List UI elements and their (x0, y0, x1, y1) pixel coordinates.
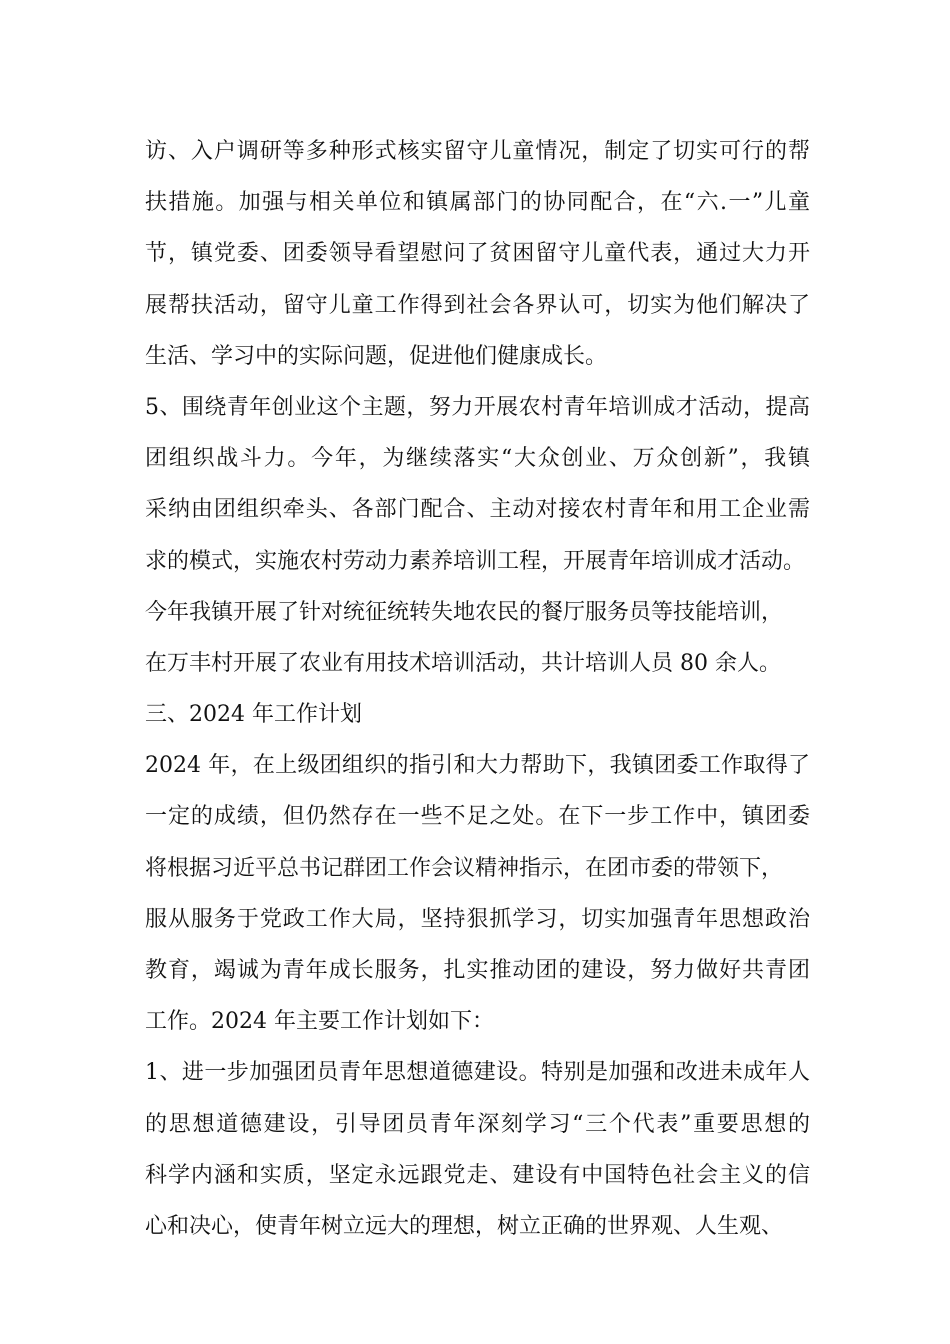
text-line: 求的模式，实施农村劳动力素养培训工程，开展青年培训成才活动。 (145, 548, 806, 574)
document-body (145, 126, 810, 1252)
text-line: 教育，竭诚为青年成长服务，扎实推动团的建设，努力做好共青团 (145, 958, 810, 983)
text-line: 生活、学习中的实际问题，促进他们健康成长。 (145, 343, 608, 369)
text-line: 在万丰村开展了农业有用技术培训活动，共计培训人员 80 余人。 (145, 650, 781, 676)
text-line: 工作。2024 年主要工作计划如下： (145, 1009, 494, 1035)
text-line: 今年我镇开展了针对统征统转失地农民的餐厅服务员等技能培训， (145, 599, 784, 625)
text-line: 2024 年，在上级团组织的指引和大力帮助下，我镇团委工作取得了 (145, 753, 810, 779)
text-line: 扶措施。加强与相关单位和镇属部门的协同配合，在“六.一”儿童 (145, 190, 810, 216)
text-line: 5、围绕青年创业这个主题，努力开展农村青年培训成才活动，提高 (145, 394, 810, 420)
text-line: 服从服务于党政工作大局，坚持狠抓学习，切实加强青年思想政治 (145, 906, 810, 932)
text-line: 展帮扶活动，留守儿童工作得到社会各界认可，切实为他们解决了 (145, 292, 810, 318)
text-line: 将根据习近平总书记群团工作会议精神指示，在团市委的带领下， (145, 855, 784, 881)
text-line: 科学内涵和实质，坚定永远跟党走、建设有中国特色社会主义的信 (145, 1162, 810, 1188)
text-line: 心和决心，使青年树立远大的理想，树立正确的世界观、人生观、 (145, 1213, 784, 1239)
text-line: 1、进一步加强团员青年思想道德建设。特别是加强和改进未成年人 (145, 1060, 810, 1086)
text-line: 团组织战斗力。今年，为继续落实“大众创业、万众创新”，我镇 (145, 446, 810, 472)
text-line: 节，镇党委、团委领导看望慰问了贫困留守儿童代表，通过大力开 (145, 241, 810, 267)
text-line: 访、入户调研等多种形式核实留守儿童情况，制定了切实可行的帮 (145, 139, 810, 164)
text-line: 采纳由团组织牵头、各部门配合、主动对接农村青年和用工企业需 (145, 497, 810, 523)
text-line: 一定的成绩，但仍然存在一些不足之处。在下一步工作中，镇团委 (145, 804, 810, 830)
section-heading: 三、2024 年工作计划 (145, 702, 362, 728)
text-line: 的思想道德建设，引导团员青年深刻学习“三个代表”重要思想的 (145, 1111, 810, 1137)
